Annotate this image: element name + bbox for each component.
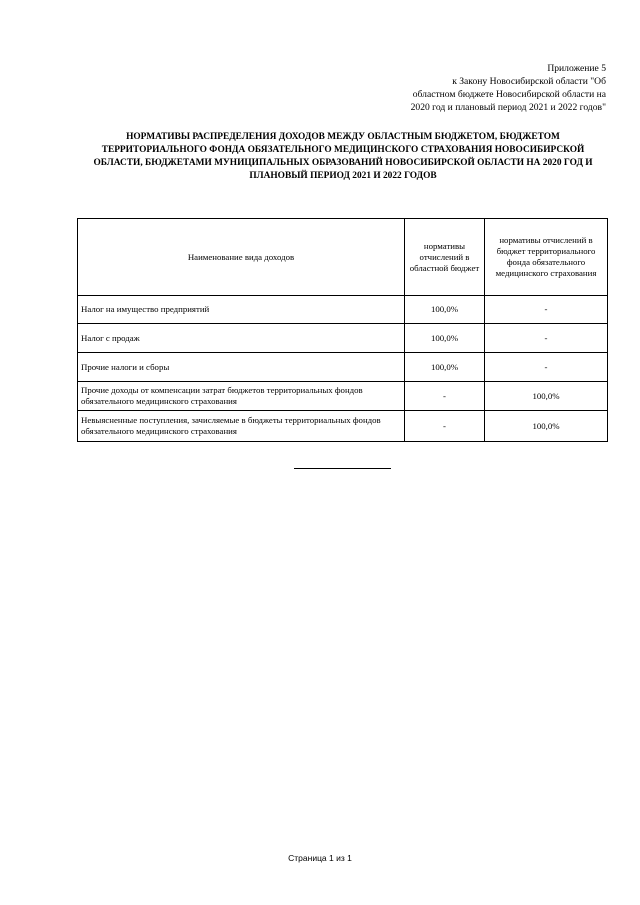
table-header-row — [78, 219, 608, 296]
income-type-cell: Прочие доходы от компенсации затрат бюджетов территориальных фондов обязательного медицинского страхования — [78, 382, 405, 411]
income-type-cell: Налог с продаж — [78, 324, 405, 353]
header-fund-budget: нормативы отчислений в бюджет территориального фонда обязательного медицинского страхования — [485, 219, 608, 296]
title-line: ТЕРРИТОРИАЛЬНОГО ФОНДА ОБЯЗАТЕЛЬНОГО МЕДИЦИНСКОГО СТРАХОВАНИЯ НОВОСИБИРСКОЙ — [101, 145, 585, 155]
income-type-cell: Невыясненные поступления, зачисляемые в бюджеты территориальных фондов обязательного медицинского страхования — [78, 411, 405, 442]
appendix-line: Приложение 5 — [547, 63, 606, 74]
appendix-line: 2020 год и плановый период 2021 и 2022 годов" — [410, 102, 606, 113]
fund-norm-cell: - — [485, 324, 608, 353]
title-line: ОБЛАСТИ, БЮДЖЕТАМИ МУНИЦИПАЛЬНЫХ ОБРАЗОВАНИЙ НОВОСИБИРСКОЙ ОБЛАСТИ НА 2020 ГОД И — [93, 158, 593, 168]
regional-norm-cell: - — [405, 382, 485, 411]
end-of-document-divider — [294, 468, 391, 469]
income-type-cell: Прочие налоги и сборы — [78, 353, 405, 382]
regional-norm-cell: - — [405, 411, 485, 442]
table-row — [78, 382, 608, 411]
table-row — [78, 296, 608, 324]
regional-norm-cell: 100,0% — [405, 353, 485, 382]
appendix-line: к Закону Новосибирской области "Об — [452, 76, 606, 87]
fund-norm-cell: 100,0% — [485, 411, 608, 442]
regional-norm-cell: 100,0% — [405, 324, 485, 353]
fund-norm-cell: 100,0% — [485, 382, 608, 411]
fund-norm-cell: - — [485, 296, 608, 324]
table-row — [78, 324, 608, 353]
title-line: НОРМАТИВЫ РАСПРЕДЕЛЕНИЯ ДОХОДОВ МЕЖДУ ОБЛАСТНЫМ БЮДЖЕТОМ, БЮДЖЕТОМ — [126, 132, 560, 142]
header-regional-budget: нормативы отчислений в областной бюджет — [405, 219, 485, 296]
page-number: Страница 1 из 1 — [288, 853, 352, 863]
appendix-line: областном бюджете Новосибирской области на — [412, 89, 606, 100]
income-type-cell: Налог на имущество предприятий — [78, 296, 405, 324]
revenue-norms-table — [77, 218, 608, 442]
fund-norm-cell: - — [485, 353, 608, 382]
table-row — [78, 353, 608, 382]
document-title — [78, 131, 608, 183]
table-row — [78, 411, 608, 442]
regional-norm-cell: 100,0% — [405, 296, 485, 324]
header-income-type: Наименование вида доходов — [78, 219, 405, 296]
appendix-header — [376, 62, 606, 114]
title-line: ПЛАНОВЫЙ ПЕРИОД 2021 И 2022 ГОДОВ — [249, 171, 437, 181]
